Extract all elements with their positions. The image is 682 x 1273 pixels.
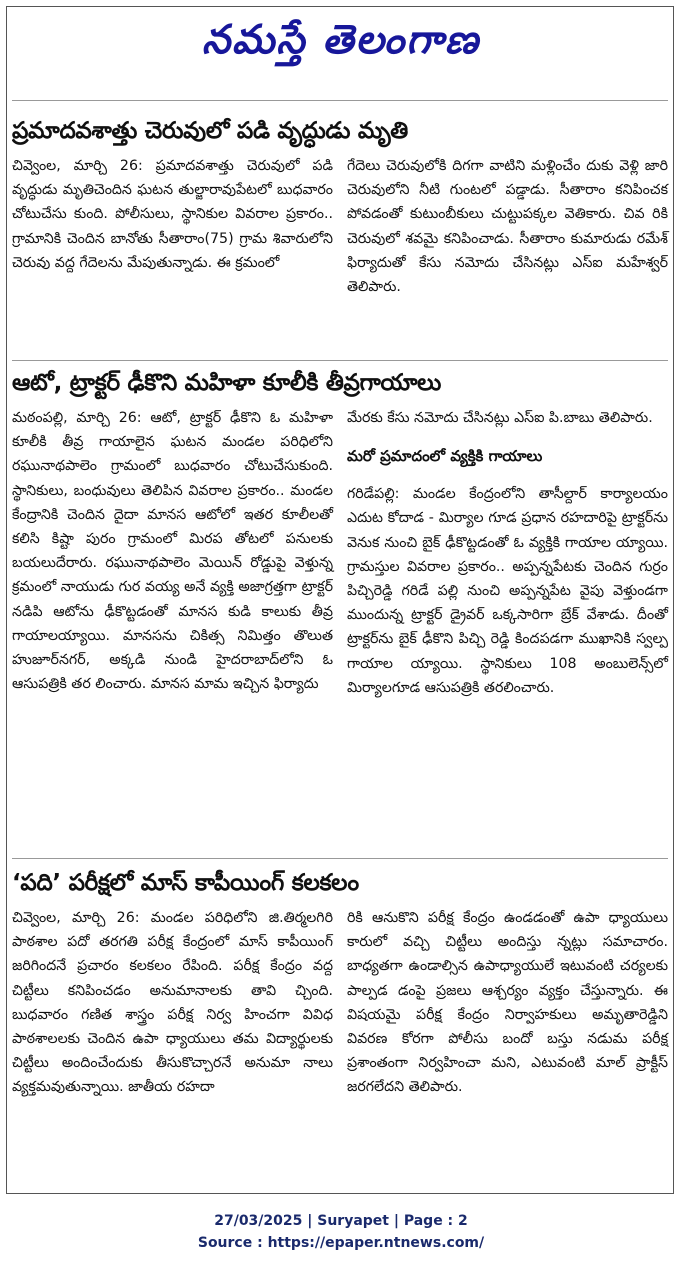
divider — [12, 858, 668, 859]
paragraph: మఠంపల్లి, మార్చి 26: ఆటో, ట్రాక్టర్ ఢీకొని ఓ మహిళా కూలీకి తీవ్ర గాయాలైన ఘటన మండల పరిధిలోని రఘునాథపాలెం గ్రామంలో బుధవారం చోటుచేసుకుంది. స్థానికులు, బంధువులు తెలిపిన వివరాల ప్రకారం.. మండల కేంద్రానికి చెందిన దైదా మానస ఆటోలో ఇతర కూలీలతో కలిసి కిష్టా పురం గ్రామంలో మిరప తోటలో పనులకు బయలుదేరారు. రఘునాథపాలెం మెయిన్ రోడ్డుపై వెళ్తున్న క్రమంలో నాయుడు గుర వయ్య అనే వ్యక్తి అజాగ్రత్తగా ట్రాక్టర్ నడిపి ఆటోను ఢీకొట్టడంతో మానస కుడి కాలుకు తీవ్ర గాయాలయ్యాయి. మానసను చికిత్స నిమిత్తం తొలుత హుజూర్‌నగర్, అక్కడి నుండి హైదరాబాద్‌లోని ఓ ఆసుపత్రికి తర లించారు. మానస మామ ఇచ్చిన ఫిర్యాదు — [12, 410, 333, 693]
newspaper-masthead: నమస్తే తెలంగాణ — [201, 16, 481, 63]
column-left — [12, 906, 333, 1100]
article-headline: ఆటో, ట్రాక్టర్ ఢీకొని మహిళా కూలీకి తీవ్రగాయాలు — [12, 370, 442, 396]
article-3 — [12, 866, 668, 1100]
paragraph: గరిడేపల్లి: మండల కేంద్రంలోని తాసీల్దార్ కార్యాలయం ఎదుట కోదాడ - మిర్యాల గూడ ప్రధాన రహదారిపై ట్రాక్టర్‌ను వెనుక నుంచి బైక్ ఢీకొట్టడంతో ఓ వ్యక్తికి గాయాల య్యాయి. గ్రామస్తుల వివరాల ప్రకారం.. అప్పన్నపేటకు చెందిన గుర్రం పిచ్చిరెడ్డి గరిడే పల్లి నుంచి అప్పన్నపేట వైపు వెళ్తుండగా ముందున్న ట్రాక్టర్ డ్రైవర్ ఒక్కసారిగా బ్రేక్ వేశాడు. దీంతో ట్రాక్టర్‌ను బైక్ ఢీకొని పిచ్చి రెడ్డి కిందపడగా ముఖానికి స్వల్ప గాయాల య్యాయి. స్థానికులు 108 అంబులెన్స్‌లో మిర్యాలగూడ ఆసుపత్రికి తరలించారు. — [347, 486, 668, 696]
article-body — [12, 906, 668, 1100]
paragraph: మేరకు కేసు నమోదు చేసినట్లు ఎస్ఐ పి.బాబు తెలిపారు. — [347, 410, 653, 426]
column-right — [347, 906, 668, 1100]
article-body — [12, 406, 668, 700]
column-right — [347, 406, 668, 700]
paragraph: గేదెలు చెరువులోకి దిగగా వాటిని మళ్లించేం దుకు వెళ్లి జారి చెరువులోని నీటి గుంటలో పడ్డాడు. సీతారాం కనిపించక పోవడంతో కుటుంబీకులు చుట్టుపక్కల వెతికారు. చివ రికి చెరువులో శవమై కనిపించాడు. సీతారాం కుమారుడు రమేశ్ ఫిర్యాదుతో కేసు నమోదు చేసినట్లు ఎస్ఐ మహేశ్వర్ తెలిపారు. — [347, 158, 668, 296]
paragraph: చివ్వెంల, మార్చి 26: ప్రమాదవశాత్తు చెరువులో పడి వృద్ధుడు మృతిచెందిన ఘటన తుల్జారావుపేటలో బుధవారం చోటుచేసు కుంది. పోలీసులు, స్థానికుల వివరాల ప్రకారం.. గ్రామానికి చెందిన బానోతు సీతారాం(75) గ్రామ శివారులోని చెరువు వద్ద గేదెలను మేపుతున్నాడు. ఈ క్రమంలో — [12, 158, 333, 271]
footer-date-edition: 27/03/2025 | Suryapet | Page : 2 — [214, 1213, 468, 1229]
column-left — [12, 154, 333, 299]
article-2 — [12, 366, 668, 700]
article-headline: ‘పది’ పరీక్షలో మాస్ కాపీయింగ్ కలకలం — [12, 870, 359, 896]
divider — [12, 100, 668, 101]
column-left — [12, 406, 333, 700]
paragraph: రికి ఆనుకొని పరీక్ష కేంద్రం ఉండడంతో ఉపా ధ్యాయులు కారులో వచ్చి చిట్టీలు అందిస్తు న్నట్లు సమాచారం. బాధ్యతగా ఉండాల్సిన ఉపాధ్యాయులే ఇటువంటి చర్యలకు పాల్పడ డంపై ప్రజలు ఆశ్చర్యం వ్యక్తం చేస్తున్నారు. ఈ విషయమై పరీక్ష కేంద్రం నిర్వాహకులు అమృతారెడ్డిని వివరణ కోరగా పోలీసు బందో బస్తు నడుమ పరీక్ష ప్రశాంతంగా నిర్వహించా మని, ఎటువంటి మాల్ ప్రాక్టీస్ జరగలేదని తెలిపారు. — [347, 910, 668, 1096]
divider — [12, 360, 668, 361]
article-1 — [12, 114, 668, 299]
paragraph: చివ్వెంల, మార్చి 26: మండల పరిధిలోని జి.తిర్మలగిరి పాఠశాల పదో తరగతి పరీక్ష కేంద్రంలో మాస్ కాపీయింగ్ జరిగిందనే ప్రచారం కలకలం రేపింది. పరీక్ష కేంద్రం వద్ద చిట్టీలు కనిపించడం అనుమానాలకు తావి చ్చింది. బుధవారం గణిత శాస్త్రం పరీక్ష నిర్వ హించగా వివిధ పాఠశాలలకు చెందిన ఉపా ధ్యాయులు తమ విద్యార్థులకు చిట్టీలు అందించేందుకు తీసుకొచ్చారనే అనుమా నాలు వ్యక్తమవుతున్నాయి. జాతీయ రహదా — [12, 910, 333, 1096]
article-headline: ప్రమాదవశాత్తు చెరువులో పడి వృద్ధుడు మృతి — [12, 118, 408, 144]
column-right — [347, 154, 668, 299]
article-body — [12, 154, 668, 299]
footer-source: Source : https://epaper.ntnews.com/ — [197, 1235, 485, 1251]
sub-headline: మరో ప్రమాదంలో వ్యక్తికి గాయాలు — [347, 447, 543, 466]
